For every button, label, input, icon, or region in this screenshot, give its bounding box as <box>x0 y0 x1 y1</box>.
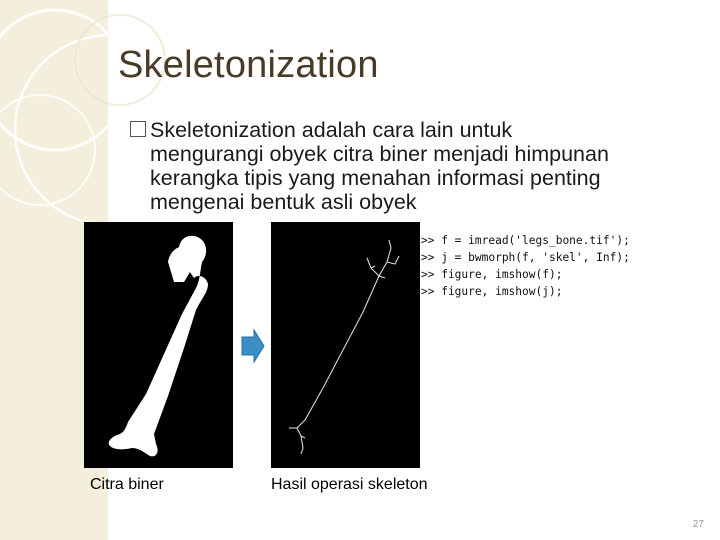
binary-image <box>84 222 233 468</box>
code-line: >> j = bwmorph(f, 'skel', Inf); <box>421 251 630 264</box>
bullet-line-4: mengenai bentuk asli obyek <box>150 190 417 214</box>
skeleton-lines <box>271 222 420 468</box>
code-line: >> f = imread('legs_bone.tif'); <box>421 234 630 247</box>
slide-title: Skeletonization <box>118 44 379 86</box>
page-number: 27 <box>692 519 704 530</box>
right-arrow-icon <box>240 328 266 364</box>
bullet-line-3: kerangka tipis yang menahan informasi penting <box>150 166 601 190</box>
caption-skeleton-image: Hasil operasi skeleton <box>271 476 428 493</box>
bullet-line-2: mengurangi obyek citra biner menjadi himpunan <box>150 142 609 166</box>
code-line: >> figure, imshow(j); <box>421 285 563 298</box>
bone-shape <box>84 222 233 468</box>
bullet-line-1: Skeletonization adalah cara lain untuk <box>150 118 513 142</box>
skeleton-image <box>271 222 420 468</box>
code-line: >> figure, imshow(f); <box>421 268 563 281</box>
caption-binary-image: Citra biner <box>90 476 164 493</box>
bullet-square-icon <box>130 121 146 137</box>
matlab-code-block <box>421 232 630 300</box>
bullet-text <box>150 118 700 214</box>
